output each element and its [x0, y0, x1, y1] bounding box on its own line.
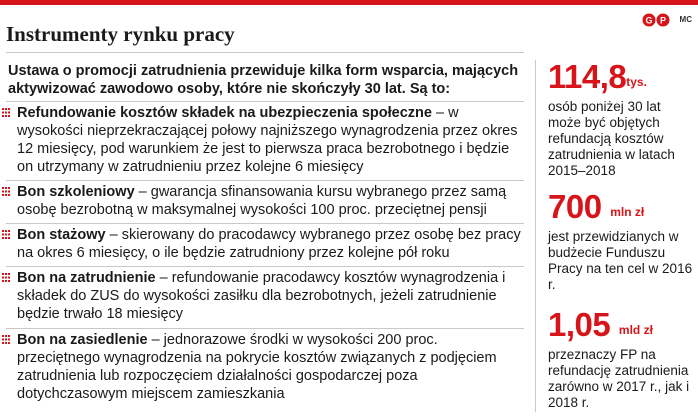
dot-grid-bullet-icon — [2, 335, 10, 344]
instrument-description: – skierowany do pracodawcy wybranego przez osobę bez pracy na okres 6 miesięcy, o ile będzie zatrudniony przez kolejne pół roku — [17, 227, 521, 261]
divider — [6, 266, 524, 267]
instrument-description: – jednorazowe środki w wysokości 200 proc. przeciętnego wynagrodzenia na pokrycie kosztów związanych z podjęciem zatrudnienia lub rozpoczęciem działalności gospodarczej poza dotychczasowym miejscem zamieszkania — [17, 332, 497, 402]
stat-description: jest przewidzianych w budżecie Funduszu Pracy na ten cel w 2016 r. — [548, 229, 693, 292]
divider — [6, 101, 524, 102]
stat-unit: mld zł — [618, 323, 653, 337]
stat-unit: tys. — [626, 75, 647, 89]
stat-block — [548, 60, 694, 179]
infographic-title: Instrumenty rynku pracy — [6, 22, 235, 46]
title-divider — [6, 52, 524, 53]
column-divider — [535, 60, 536, 412]
author-credit: MC — [679, 15, 692, 24]
stat-value: 1,05 — [548, 306, 611, 343]
stat-value: 114,8 — [548, 58, 627, 95]
instrument-description: – gwarancja sfinansowania kursu wybranego przez samą osobę bezrobotną w maksymalnej wysokości 100 proc. przeciętnej pensji — [17, 184, 507, 218]
gp-logo-icon — [642, 13, 672, 27]
divider — [6, 180, 524, 181]
stat-block — [548, 190, 694, 293]
stat-value-row — [548, 60, 694, 99]
instrument-name: Bon stażowy — [17, 227, 106, 243]
stat-value-row — [548, 190, 694, 229]
instrument-name: Bon na zasiedlenie — [17, 332, 148, 348]
intro-text: Ustawa o promocji zatrudnienia przewiduje kilka form wsparcia, mających aktywizować zawodowo osoby, które nie skończyły 30 lat. Są to: — [8, 63, 519, 97]
stat-description: osób poniżej 30 lat może być objętych refundacją kosztów zatrudnienia w latach 2015–2018 — [548, 99, 675, 178]
stat-unit: mln zł — [610, 205, 645, 219]
stat-description: przeznaczy FP na refundację zatrudnienia zarówno w 2017 r., jak i 2018 r. — [548, 347, 690, 410]
instrument-name: Bon na zatrudnienie — [17, 270, 156, 286]
instrument-description: – refundowanie pracodawcy kosztów wynagrodzenia i składek do ZUS do wysokości zasiłku dla bezrobotnych, jeżeli zatrudnienie będzie trwało 18 miesięcy — [17, 270, 506, 322]
dot-grid-bullet-icon — [2, 230, 10, 239]
instrument-description: – w wysokości nieprzekraczającej połowy najniższego wynagrodzenia przez okres 12 miesięcy, pod warunkiem że jest to pierwsza praca bezrobotnego i będzie on utrzymany w zatrudnieniu przez kolejne 6 miesięcy — [17, 105, 518, 175]
stat-block — [548, 308, 694, 411]
instrument-name: Bon szkoleniowy — [17, 184, 135, 200]
dot-grid-bullet-icon — [2, 108, 10, 117]
svg-text:G: G — [645, 15, 653, 26]
stat-value-row — [548, 308, 694, 347]
dot-grid-bullet-icon — [2, 187, 10, 196]
top-accent-bar — [0, 0, 698, 5]
instrument-name: Refundowanie kosztów składek na ubezpieczenia społeczne — [17, 105, 432, 121]
svg-text:P: P — [659, 15, 667, 26]
stat-value: 700 — [548, 188, 602, 225]
divider — [6, 328, 524, 329]
divider — [6, 223, 524, 224]
dot-grid-bullet-icon — [2, 273, 10, 282]
